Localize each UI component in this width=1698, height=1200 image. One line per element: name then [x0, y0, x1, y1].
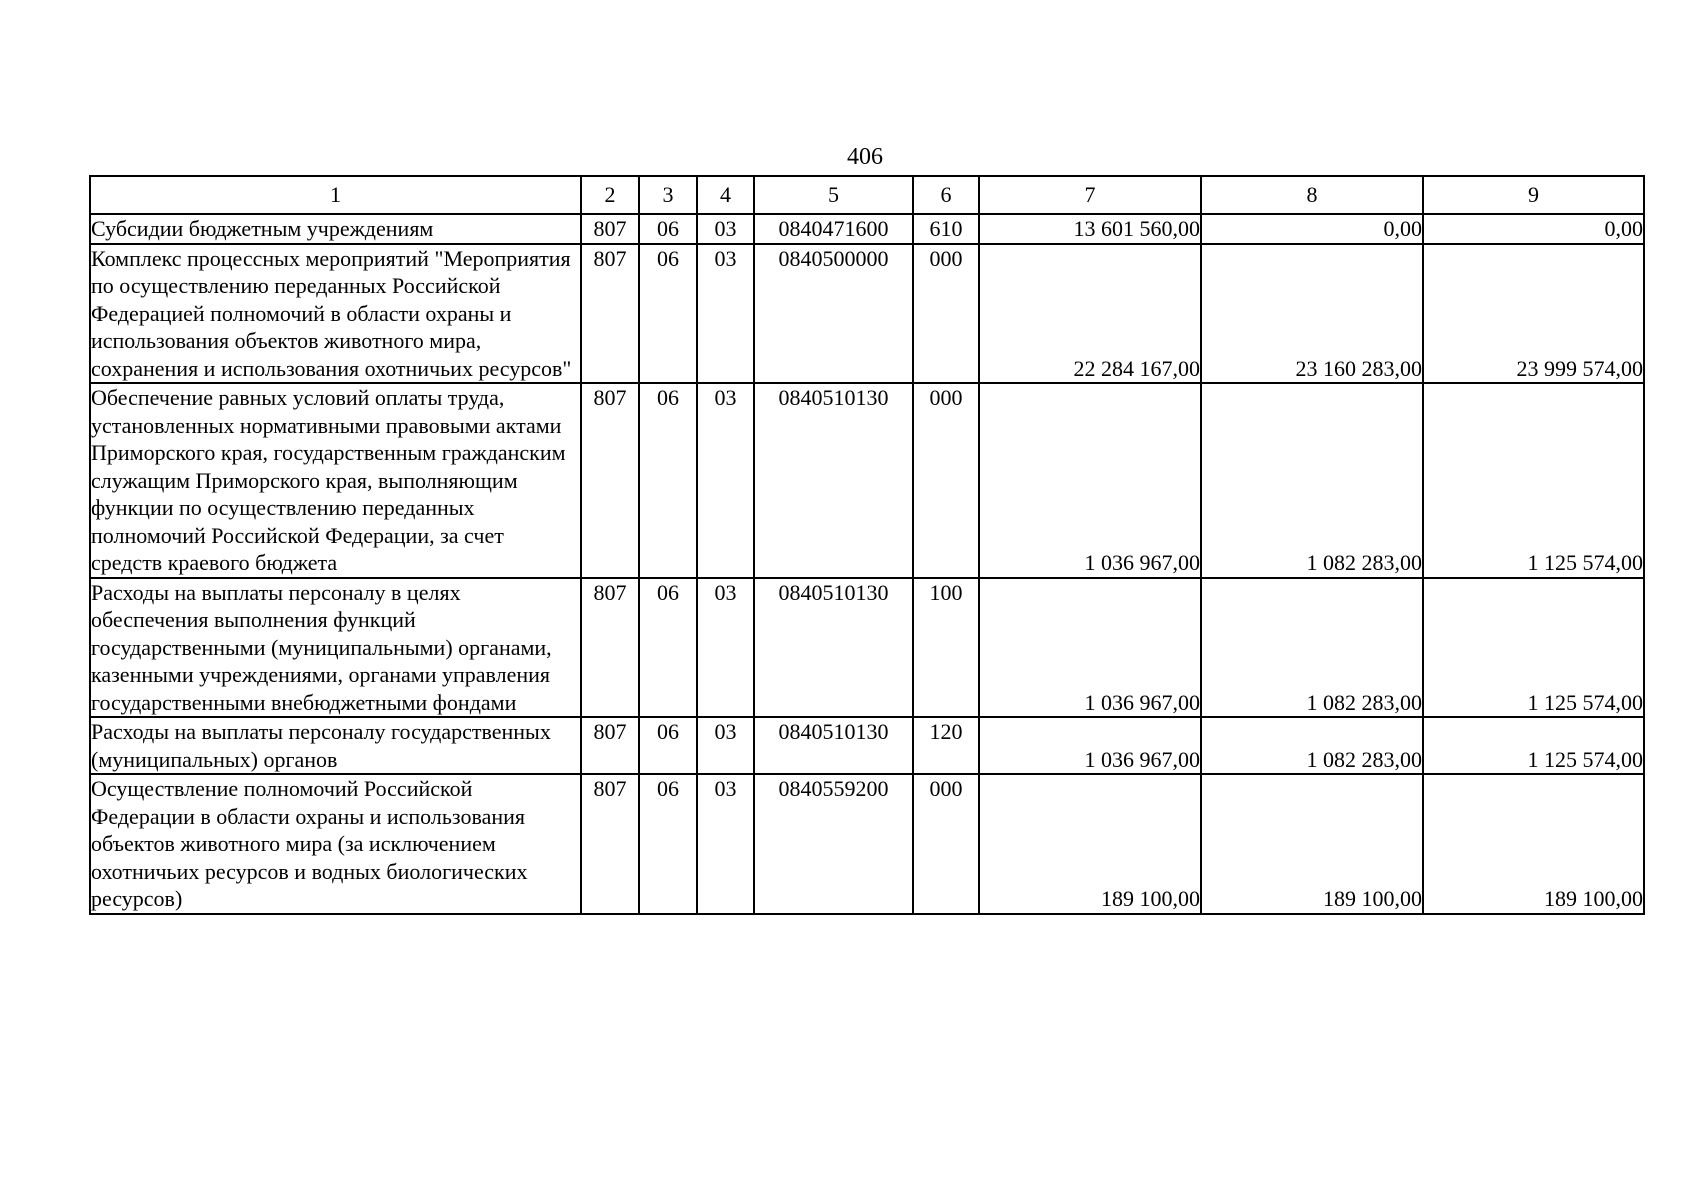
cell-ministry-code: 807 — [581, 244, 639, 384]
cell-subsection-code: 03 — [697, 214, 754, 244]
cell-target-code: 0840510130 — [754, 578, 913, 718]
cell-amount-7: 1 036 967,00 — [979, 578, 1201, 718]
cell-expense-type-code: 120 — [913, 717, 979, 774]
cell-target-code: 0840510130 — [754, 383, 913, 578]
cell-amount-7: 22 284 167,00 — [979, 244, 1201, 384]
cell-amount-7: 1 036 967,00 — [979, 717, 1201, 774]
budget-table — [89, 175, 1645, 915]
cell-target-code: 0840559200 — [754, 774, 913, 914]
cell-amount-8: 23 160 283,00 — [1201, 244, 1423, 384]
column-header-8: 8 — [1201, 176, 1423, 214]
cell-amount-9: 1 125 574,00 — [1423, 717, 1644, 774]
table-row — [90, 244, 1644, 384]
cell-expense-type-code: 000 — [913, 774, 979, 914]
cell-amount-9: 23 999 574,00 — [1423, 244, 1644, 384]
cell-expense-type-code: 610 — [913, 214, 979, 244]
cell-section-code: 06 — [639, 717, 697, 774]
column-header-1: 1 — [90, 176, 581, 214]
table-row — [90, 383, 1644, 578]
cell-subsection-code: 03 — [697, 383, 754, 578]
cell-amount-7: 13 601 560,00 — [979, 214, 1201, 244]
table-row — [90, 578, 1644, 718]
column-header-6: 6 — [913, 176, 979, 214]
cell-ministry-code: 807 — [581, 717, 639, 774]
cell-ministry-code: 807 — [581, 578, 639, 718]
cell-ministry-code: 807 — [581, 214, 639, 244]
row-name: Расходы на выплаты персоналу в целях обеспечения выполнения функций государственными (муниципальными) органами, казенными учреждениями, органами управления государственными внебюджетными фондами — [90, 578, 581, 718]
table-row — [90, 214, 1644, 244]
cell-amount-9: 189 100,00 — [1423, 774, 1644, 914]
row-name: Обеспечение равных условий оплаты труда, установленных нормативными правовыми актами Приморского края, государственным гражданским служащим Приморского края, выполняющим функции по осуществлению переданных полномочий Российской Федерации, за счет средств краевого бюджета — [90, 383, 581, 578]
cell-section-code: 06 — [639, 383, 697, 578]
table-row — [90, 717, 1644, 774]
column-header-3: 3 — [639, 176, 697, 214]
table-row — [90, 774, 1644, 914]
header-row — [90, 176, 1644, 214]
row-name: Комплекс процессных мероприятий "Мероприятия по осуществлению переданных Российской Федерацией полномочий в области охраны и использования объектов животного мира, сохранения и использования охотничьих ресурсов" — [90, 244, 581, 384]
cell-amount-8: 0,00 — [1201, 214, 1423, 244]
cell-section-code: 06 — [639, 578, 697, 718]
cell-amount-9: 1 125 574,00 — [1423, 578, 1644, 718]
column-header-2: 2 — [581, 176, 639, 214]
cell-amount-8: 1 082 283,00 — [1201, 383, 1423, 578]
cell-expense-type-code: 000 — [913, 244, 979, 384]
row-name: Осуществление полномочий Российской Федерации в области охраны и использования объектов животного мира (за исключением охотничьих ресурсов и водных биологических ресурсов) — [90, 774, 581, 914]
cell-target-code: 0840510130 — [754, 717, 913, 774]
cell-amount-8: 1 082 283,00 — [1201, 578, 1423, 718]
cell-subsection-code: 03 — [697, 774, 754, 914]
cell-amount-8: 1 082 283,00 — [1201, 717, 1423, 774]
cell-expense-type-code: 000 — [913, 383, 979, 578]
column-header-4: 4 — [697, 176, 754, 214]
cell-section-code: 06 — [639, 774, 697, 914]
cell-expense-type-code: 100 — [913, 578, 979, 718]
cell-amount-7: 189 100,00 — [979, 774, 1201, 914]
cell-subsection-code: 03 — [697, 244, 754, 384]
cell-amount-9: 1 125 574,00 — [1423, 383, 1644, 578]
column-header-9: 9 — [1423, 176, 1644, 214]
cell-target-code: 0840500000 — [754, 244, 913, 384]
cell-section-code: 06 — [639, 214, 697, 244]
page-number: 406 — [847, 144, 883, 170]
cell-amount-7: 1 036 967,00 — [979, 383, 1201, 578]
cell-amount-8: 189 100,00 — [1201, 774, 1423, 914]
column-header-7: 7 — [979, 176, 1201, 214]
cell-subsection-code: 03 — [697, 717, 754, 774]
cell-ministry-code: 807 — [581, 383, 639, 578]
cell-ministry-code: 807 — [581, 774, 639, 914]
column-header-5: 5 — [754, 176, 913, 214]
cell-amount-9: 0,00 — [1423, 214, 1644, 244]
cell-section-code: 06 — [639, 244, 697, 384]
row-name: Субсидии бюджетным учреждениям — [90, 214, 581, 244]
cell-subsection-code: 03 — [697, 578, 754, 718]
cell-target-code: 0840471600 — [754, 214, 913, 244]
row-name: Расходы на выплаты персоналу государственных (муниципальных) органов — [90, 717, 581, 774]
